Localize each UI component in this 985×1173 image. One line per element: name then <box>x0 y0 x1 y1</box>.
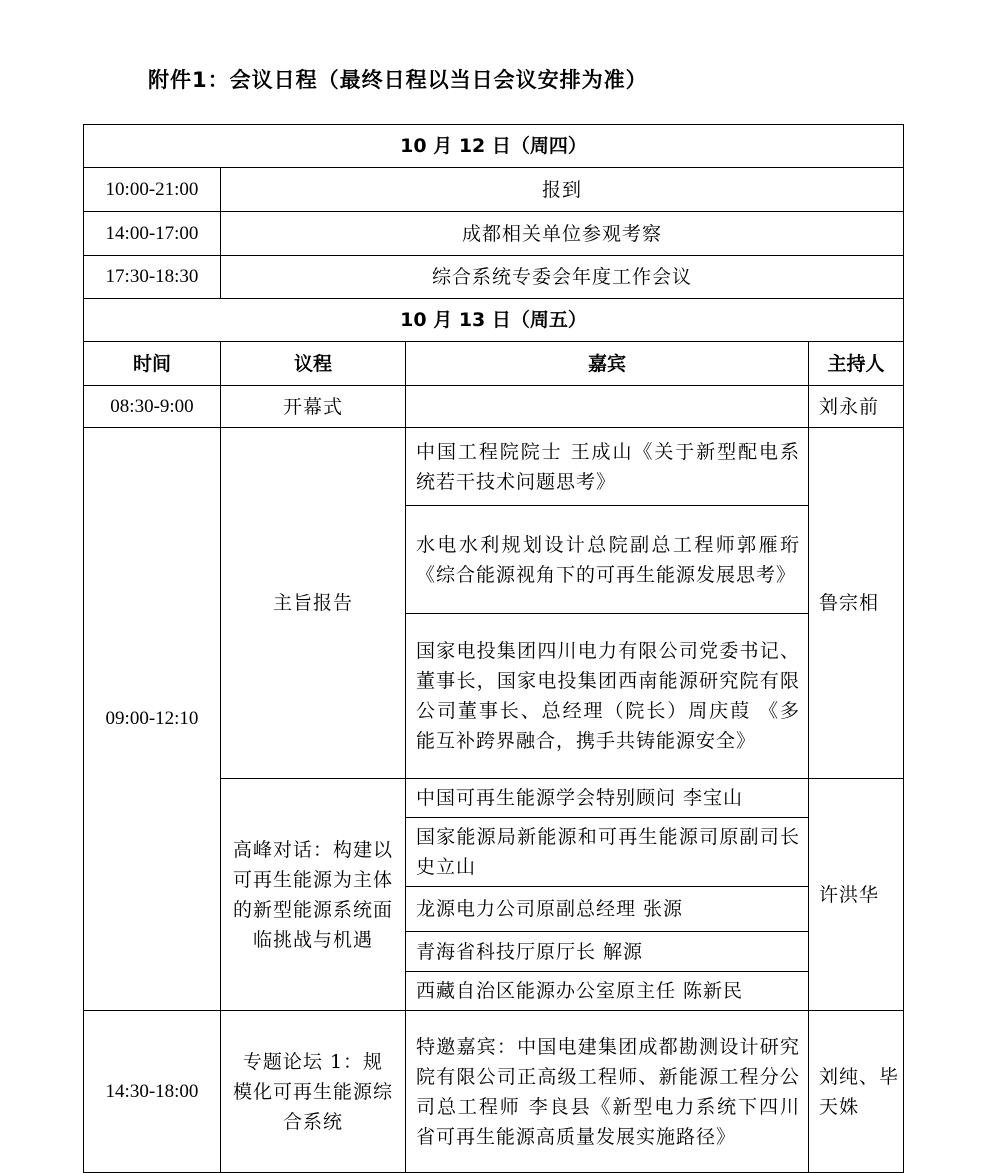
table-row <box>84 428 904 506</box>
column-header-time: 时间 <box>84 342 221 386</box>
column-header-agenda: 议程 <box>221 342 406 386</box>
guest-cell-empty <box>406 386 809 428</box>
day1-header: 10 月 12 日（周四） <box>84 125 904 168</box>
column-header-guests: 嘉宾 <box>406 342 809 386</box>
agenda-cell: 综合系统专委会年度工作会议 <box>221 256 904 299</box>
time-cell: 08:30-9:00 <box>84 386 221 428</box>
guest-cell: 国家能源局新能源和可再生能源司原副司长 史立山 <box>406 818 809 887</box>
document-title: 附件1：会议日程（最终日程以当日会议安排为准） <box>148 68 648 92</box>
schedule-table <box>83 124 904 1173</box>
guest-cell: 中国工程院院士 王成山《关于新型配电系统若干技术问题思考》 <box>406 428 809 506</box>
time-cell: 14:30-18:00 <box>84 1011 221 1173</box>
host-cell: 许洪华 <box>809 779 904 1011</box>
guest-cell: 中国可再生能源学会特别顾问 李宝山 <box>406 779 809 818</box>
host-cell: 鲁宗相 <box>809 428 904 779</box>
agenda-cell: 成都相关单位参观考察 <box>221 212 904 256</box>
day2-header-row <box>84 299 904 342</box>
guest-cell: 龙源电力公司原副总经理 张源 <box>406 887 809 932</box>
day1-header-row <box>84 125 904 168</box>
column-header-host: 主持人 <box>809 342 904 386</box>
table-row <box>84 1011 904 1173</box>
table-row <box>84 386 904 428</box>
guest-cell: 西藏自治区能源办公室原主任 陈新民 <box>406 972 809 1011</box>
agenda-cell: 主旨报告 <box>221 428 406 779</box>
table-row <box>84 168 904 212</box>
agenda-cell: 开幕式 <box>221 386 406 428</box>
table-row <box>84 256 904 299</box>
guest-cell: 水电水利规划设计总院副总工程师郭雁珩 《综合能源视角下的可再生能源发展思考》 <box>406 506 809 614</box>
guest-cell: 国家电投集团四川电力有限公司党委书记、董事长，国家电投集团西南能源研究院有限公司董事长、总经理（院长）周庆葭 《多能互补跨界融合，携手共铸能源安全》 <box>406 614 809 779</box>
host-cell: 刘纯、毕天姝 <box>809 1011 904 1173</box>
guest-cell: 青海省科技厅原厅长 解源 <box>406 932 809 972</box>
time-cell: 14:00-17:00 <box>84 212 221 256</box>
table-row <box>84 212 904 256</box>
day2-header: 10 月 13 日（周五） <box>84 299 904 342</box>
agenda-cell: 专题论坛 1：规模化可再生能源综合系统 <box>221 1011 406 1173</box>
time-cell: 09:00-12:10 <box>84 428 221 1011</box>
guest-cell: 特邀嘉宾：中国电建集团成都勘测设计研究院有限公司正高级工程师、新能源工程分公司总工程师 李良县《新型电力系统下四川省可再生能源高质量发展实施路径》 <box>406 1011 809 1173</box>
host-cell: 刘永前 <box>809 386 904 428</box>
time-cell: 10:00-21:00 <box>84 168 221 212</box>
agenda-cell: 报到 <box>221 168 904 212</box>
agenda-cell: 高峰对话：构建以可再生能源为主体的新型能源系统面临挑战与机遇 <box>221 779 406 1011</box>
time-cell: 17:30-18:30 <box>84 256 221 299</box>
column-header-row <box>84 342 904 386</box>
